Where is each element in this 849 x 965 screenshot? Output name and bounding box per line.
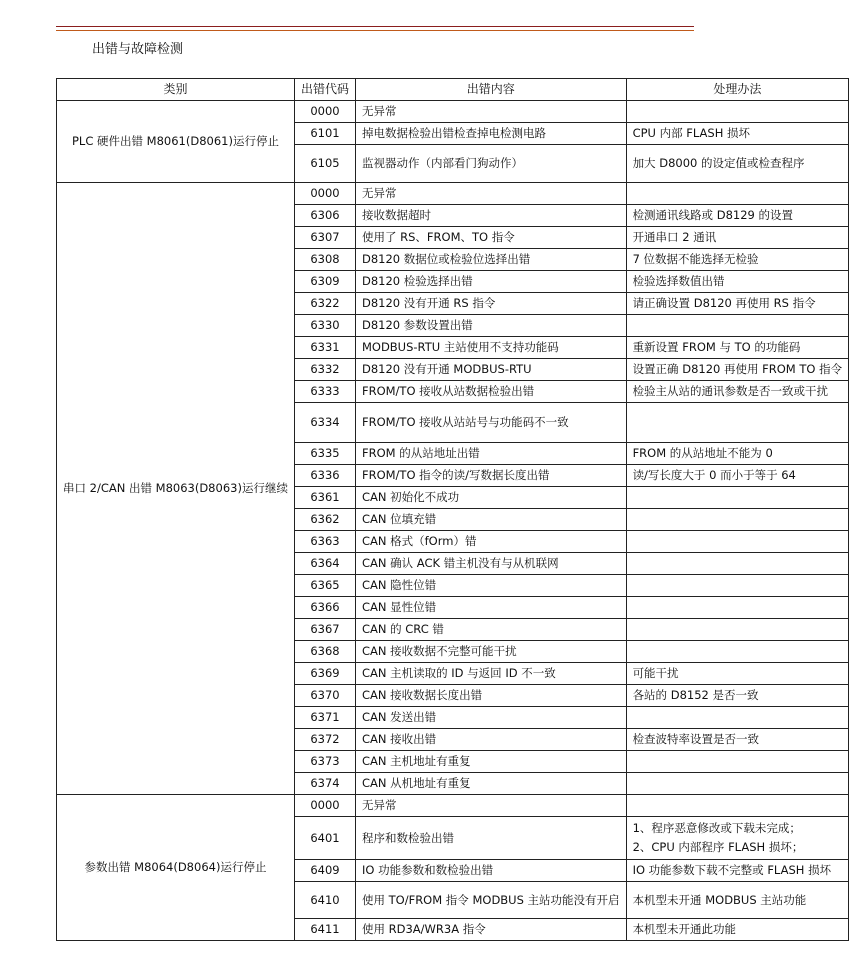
error-code-cell: 6371 bbox=[294, 707, 355, 729]
action-cell: 本机型未开通 MODBUS 主站功能 bbox=[626, 882, 849, 919]
action-cell bbox=[626, 403, 849, 443]
error-code-cell: 6322 bbox=[294, 293, 355, 315]
error-content-cell: D8120 参数设置出错 bbox=[355, 315, 626, 337]
error-content-cell: CAN 隐性位错 bbox=[355, 575, 626, 597]
error-code-cell: 6332 bbox=[294, 359, 355, 381]
error-content-cell: CAN 从机地址有重复 bbox=[355, 773, 626, 795]
action-cell bbox=[626, 619, 849, 641]
error-content-cell: 接收数据超时 bbox=[355, 205, 626, 227]
action-cell bbox=[626, 817, 849, 860]
error-code-cell: 6307 bbox=[294, 227, 355, 249]
header-action: 处理办法 bbox=[626, 79, 849, 101]
error-code-cell: 6367 bbox=[294, 619, 355, 641]
error-code-cell: 6368 bbox=[294, 641, 355, 663]
action-cell bbox=[626, 641, 849, 663]
error-content-cell: 掉电数据检验出错检查掉电检测电路 bbox=[355, 123, 626, 145]
error-code-cell: 6334 bbox=[294, 403, 355, 443]
error-content-cell: CAN 主机读取的 ID 与返回 ID 不一致 bbox=[355, 663, 626, 685]
error-content-cell: CAN 主机地址有重复 bbox=[355, 751, 626, 773]
error-code-cell: 6365 bbox=[294, 575, 355, 597]
action-cell: 本机型未开通此功能 bbox=[626, 919, 849, 941]
action-cell bbox=[626, 183, 849, 205]
action-cell bbox=[626, 773, 849, 795]
error-content-cell: CAN 接收出错 bbox=[355, 729, 626, 751]
error-content-cell: 无异常 bbox=[355, 795, 626, 817]
error-code-cell: 0000 bbox=[294, 183, 355, 205]
error-content-cell: CAN 位填充错 bbox=[355, 509, 626, 531]
error-content-cell: 无异常 bbox=[355, 183, 626, 205]
error-code-cell: 6370 bbox=[294, 685, 355, 707]
error-content-cell: CAN 显性位错 bbox=[355, 597, 626, 619]
table-row bbox=[57, 795, 849, 817]
table-header-row bbox=[57, 79, 849, 101]
action-cell: 检查波特率设置是否一致 bbox=[626, 729, 849, 751]
error-code-cell: 6309 bbox=[294, 271, 355, 293]
section-title: 出错与故障检测 bbox=[92, 42, 184, 57]
header-rule bbox=[56, 26, 694, 27]
action-cell: 重新设置 FROM 与 TO 的功能码 bbox=[626, 337, 849, 359]
error-content-cell: FROM/TO 接收从站站号与功能码不一致 bbox=[355, 403, 626, 443]
error-content-cell: IO 功能参数和数检验出错 bbox=[355, 860, 626, 882]
error-code-cell: 6333 bbox=[294, 381, 355, 403]
action-cell: 开通串口 2 通讯 bbox=[626, 227, 849, 249]
action-cell bbox=[626, 509, 849, 531]
action-cell: 检验主从站的通讯参数是否一致或干扰 bbox=[626, 381, 849, 403]
action-cell bbox=[626, 101, 849, 123]
error-code-cell: 6373 bbox=[294, 751, 355, 773]
action-line: 1、程序恶意修改或下载未完成； bbox=[632, 821, 801, 835]
error-content-cell: 使用了 RS、FROM、TO 指令 bbox=[355, 227, 626, 249]
action-cell: 检测通讯线路或 D8129 的设置 bbox=[626, 205, 849, 227]
action-cell bbox=[626, 795, 849, 817]
action-cell: 加大 D8000 的设定值或检查程序 bbox=[626, 145, 849, 183]
table-row bbox=[57, 101, 849, 123]
error-content-cell: D8120 没有开通 MODBUS-RTU bbox=[355, 359, 626, 381]
action-cell: IO 功能参数下载不完整或 FLASH 损坏 bbox=[626, 860, 849, 882]
table-row bbox=[57, 183, 849, 205]
error-code-cell: 6362 bbox=[294, 509, 355, 531]
error-code-cell: 6336 bbox=[294, 465, 355, 487]
error-content-cell: CAN 确认 ACK 错主机没有与从机联网 bbox=[355, 553, 626, 575]
error-content-cell: D8120 检验选择出错 bbox=[355, 271, 626, 293]
error-code-cell: 6105 bbox=[294, 145, 355, 183]
action-cell bbox=[626, 575, 849, 597]
error-content-cell: CAN 初始化不成功 bbox=[355, 487, 626, 509]
error-code-cell: 6364 bbox=[294, 553, 355, 575]
error-content-cell: CAN 的 CRC 错 bbox=[355, 619, 626, 641]
action-cell: CPU 内部 FLASH 损坏 bbox=[626, 123, 849, 145]
error-code-cell: 6361 bbox=[294, 487, 355, 509]
error-code-cell: 6330 bbox=[294, 315, 355, 337]
error-content-cell: MODBUS-RTU 主站使用不支持功能码 bbox=[355, 337, 626, 359]
error-code-cell: 6372 bbox=[294, 729, 355, 751]
action-cell: 请正确设置 D8120 再使用 RS 指令 bbox=[626, 293, 849, 315]
error-content-cell: 使用 TO/FROM 指令 MODBUS 主站功能没有开启 bbox=[355, 882, 626, 919]
category-cell: PLC 硬件出错 M8061(D8061)运行停止 bbox=[57, 101, 295, 183]
error-content-cell: CAN 接收数据不完整可能干扰 bbox=[355, 641, 626, 663]
error-code-cell: 6101 bbox=[294, 123, 355, 145]
action-cell bbox=[626, 487, 849, 509]
action-cell: 7 位数据不能选择无检验 bbox=[626, 249, 849, 271]
action-cell bbox=[626, 751, 849, 773]
action-cell bbox=[626, 531, 849, 553]
action-cell bbox=[626, 707, 849, 729]
error-code-cell: 6335 bbox=[294, 443, 355, 465]
header-content: 出错内容 bbox=[355, 79, 626, 101]
action-cell bbox=[626, 597, 849, 619]
category-cell: 参数出错 M8064(D8064)运行停止 bbox=[57, 795, 295, 941]
error-code-cell: 6363 bbox=[294, 531, 355, 553]
error-code-table bbox=[56, 78, 849, 941]
error-code-cell: 6409 bbox=[294, 860, 355, 882]
header-rule-accent bbox=[56, 30, 694, 31]
error-code-cell: 6410 bbox=[294, 882, 355, 919]
action-cell: 设置正确 D8120 再使用 FROM TO 指令 bbox=[626, 359, 849, 381]
error-code-cell: 0000 bbox=[294, 101, 355, 123]
error-content-cell: 监视器动作（内部看门狗动作） bbox=[355, 145, 626, 183]
action-cell: 检验选择数值出错 bbox=[626, 271, 849, 293]
action-cell bbox=[626, 315, 849, 337]
error-content-cell: CAN 格式（fOrm）错 bbox=[355, 531, 626, 553]
header-code: 出错代码 bbox=[294, 79, 355, 101]
error-code-cell: 6411 bbox=[294, 919, 355, 941]
error-content-cell: 使用 RD3A/WR3A 指令 bbox=[355, 919, 626, 941]
error-code-cell: 0000 bbox=[294, 795, 355, 817]
error-code-cell: 6331 bbox=[294, 337, 355, 359]
action-line: 2、CPU 内部程序 FLASH 损坏； bbox=[632, 840, 804, 854]
error-content-cell: CAN 接收数据长度出错 bbox=[355, 685, 626, 707]
error-code-cell: 6308 bbox=[294, 249, 355, 271]
action-cell: FROM 的从站地址不能为 0 bbox=[626, 443, 849, 465]
error-content-cell: D8120 数据位或检验位选择出错 bbox=[355, 249, 626, 271]
error-content-cell: FROM/TO 指令的读/写数据长度出错 bbox=[355, 465, 626, 487]
action-cell: 可能干扰 bbox=[626, 663, 849, 685]
error-content-cell: CAN 发送出错 bbox=[355, 707, 626, 729]
error-content-cell: FROM/TO 接收从站数据检验出错 bbox=[355, 381, 626, 403]
error-code-cell: 6401 bbox=[294, 817, 355, 860]
error-code-cell: 6374 bbox=[294, 773, 355, 795]
error-content-cell: 无异常 bbox=[355, 101, 626, 123]
action-cell: 各站的 D8152 是否一致 bbox=[626, 685, 849, 707]
action-cell bbox=[626, 553, 849, 575]
error-code-cell: 6366 bbox=[294, 597, 355, 619]
error-content-cell: 程序和数检验出错 bbox=[355, 817, 626, 860]
error-content-cell: D8120 没有开通 RS 指令 bbox=[355, 293, 626, 315]
category-cell: 串口 2/CAN 出错 M8063(D8063)运行继续 bbox=[57, 183, 295, 795]
error-code-cell: 6369 bbox=[294, 663, 355, 685]
header-category: 类别 bbox=[57, 79, 295, 101]
error-code-cell: 6306 bbox=[294, 205, 355, 227]
action-cell: 读/写长度大于 0 而小于等于 64 bbox=[626, 465, 849, 487]
error-content-cell: FROM 的从站地址出错 bbox=[355, 443, 626, 465]
